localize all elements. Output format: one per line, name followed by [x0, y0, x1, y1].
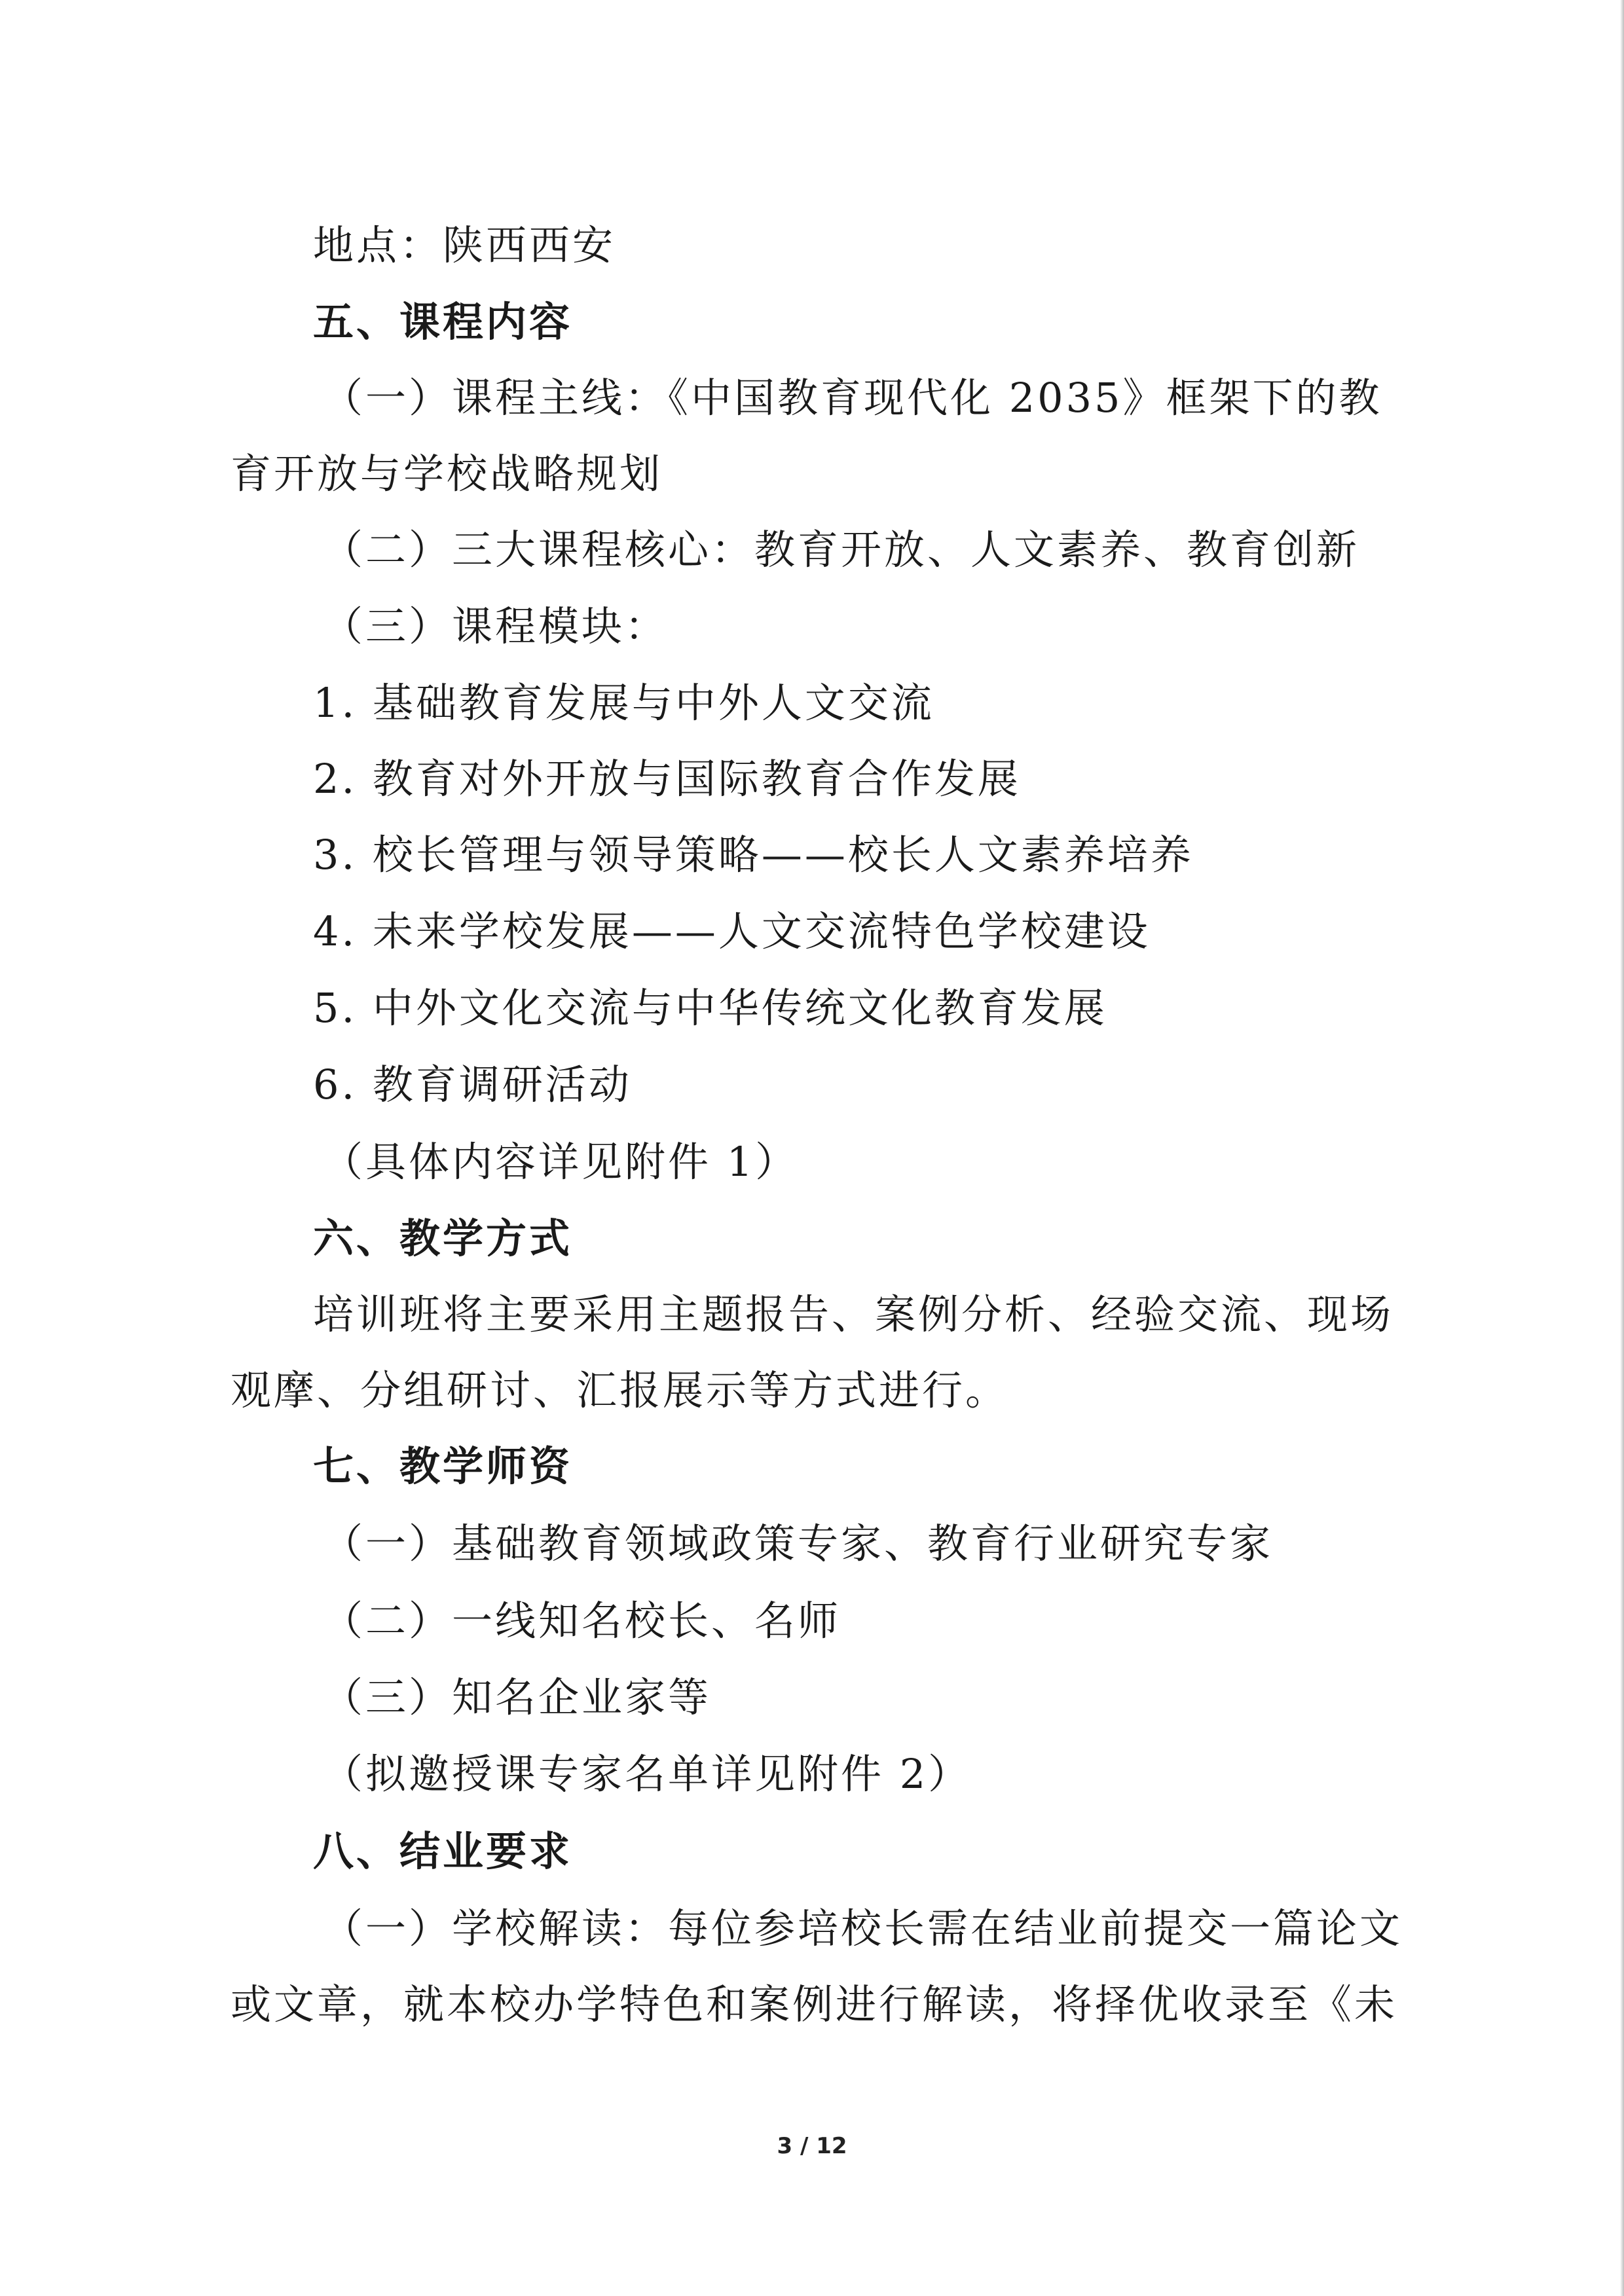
paragraph-line: （拟邀授课专家名单详见附件 2） [322, 1750, 972, 1798]
list-item: 5. 中外文化交流与中华传统文化教育发展 [313, 984, 1107, 1032]
paragraph-line: 观摩、分组研讨、汇报展示等方式进行。 [231, 1366, 1009, 1414]
paragraph-line: 或文章，就本校办学特色和案例进行解读，将择优收录至《未 [231, 1980, 1398, 2028]
paragraph-line: （一）学校解读：每位参培校长需在结业前提交一篇论文 [322, 1904, 1403, 1952]
paragraph-line: （三）知名企业家等 [322, 1673, 712, 1721]
paragraph-line: （二）一线知名校长、名师 [322, 1597, 841, 1645]
list-item: 1. 基础教育发展与中外人文交流 [313, 679, 934, 727]
list-item: 2. 教育对外开放与国际教育合作发展 [313, 755, 1021, 803]
paragraph-line: （二）三大课程核心：教育开放、人文素养、教育创新 [322, 526, 1360, 574]
list-item: 3. 校长管理与领导策略——校长人文素养培养 [313, 831, 1194, 879]
paragraph-line: （一）基础教育领域政策专家、教育行业研究专家 [322, 1520, 1274, 1567]
paragraph-line: 培训班将主要采用主题报告、案例分析、经验交流、现场 [313, 1290, 1394, 1338]
section-heading-8: 八、结业要求 [313, 1827, 573, 1875]
page-number: 3 / 12 [777, 2133, 847, 2159]
paragraph-line: （三）课程模块： [322, 602, 669, 650]
location-line: 地点：陕西西安 [313, 221, 616, 269]
section-heading-6: 六、教学方式 [313, 1214, 573, 1262]
paragraph-line: （具体内容详见附件 1） [322, 1138, 799, 1186]
paragraph-line: 育开放与学校战略规划 [231, 450, 663, 498]
section-heading-7: 七、教学师资 [313, 1442, 573, 1490]
scan-edge [1620, 0, 1624, 2296]
list-item: 6. 教育调研活动 [313, 1061, 632, 1108]
list-item: 4. 未来学校发展——人文交流特色学校建设 [313, 907, 1151, 955]
paragraph-line: （一）课程主线：《中国教育现代化 2035》框架下的教 [322, 374, 1382, 422]
section-heading-5: 五、课程内容 [313, 298, 573, 346]
